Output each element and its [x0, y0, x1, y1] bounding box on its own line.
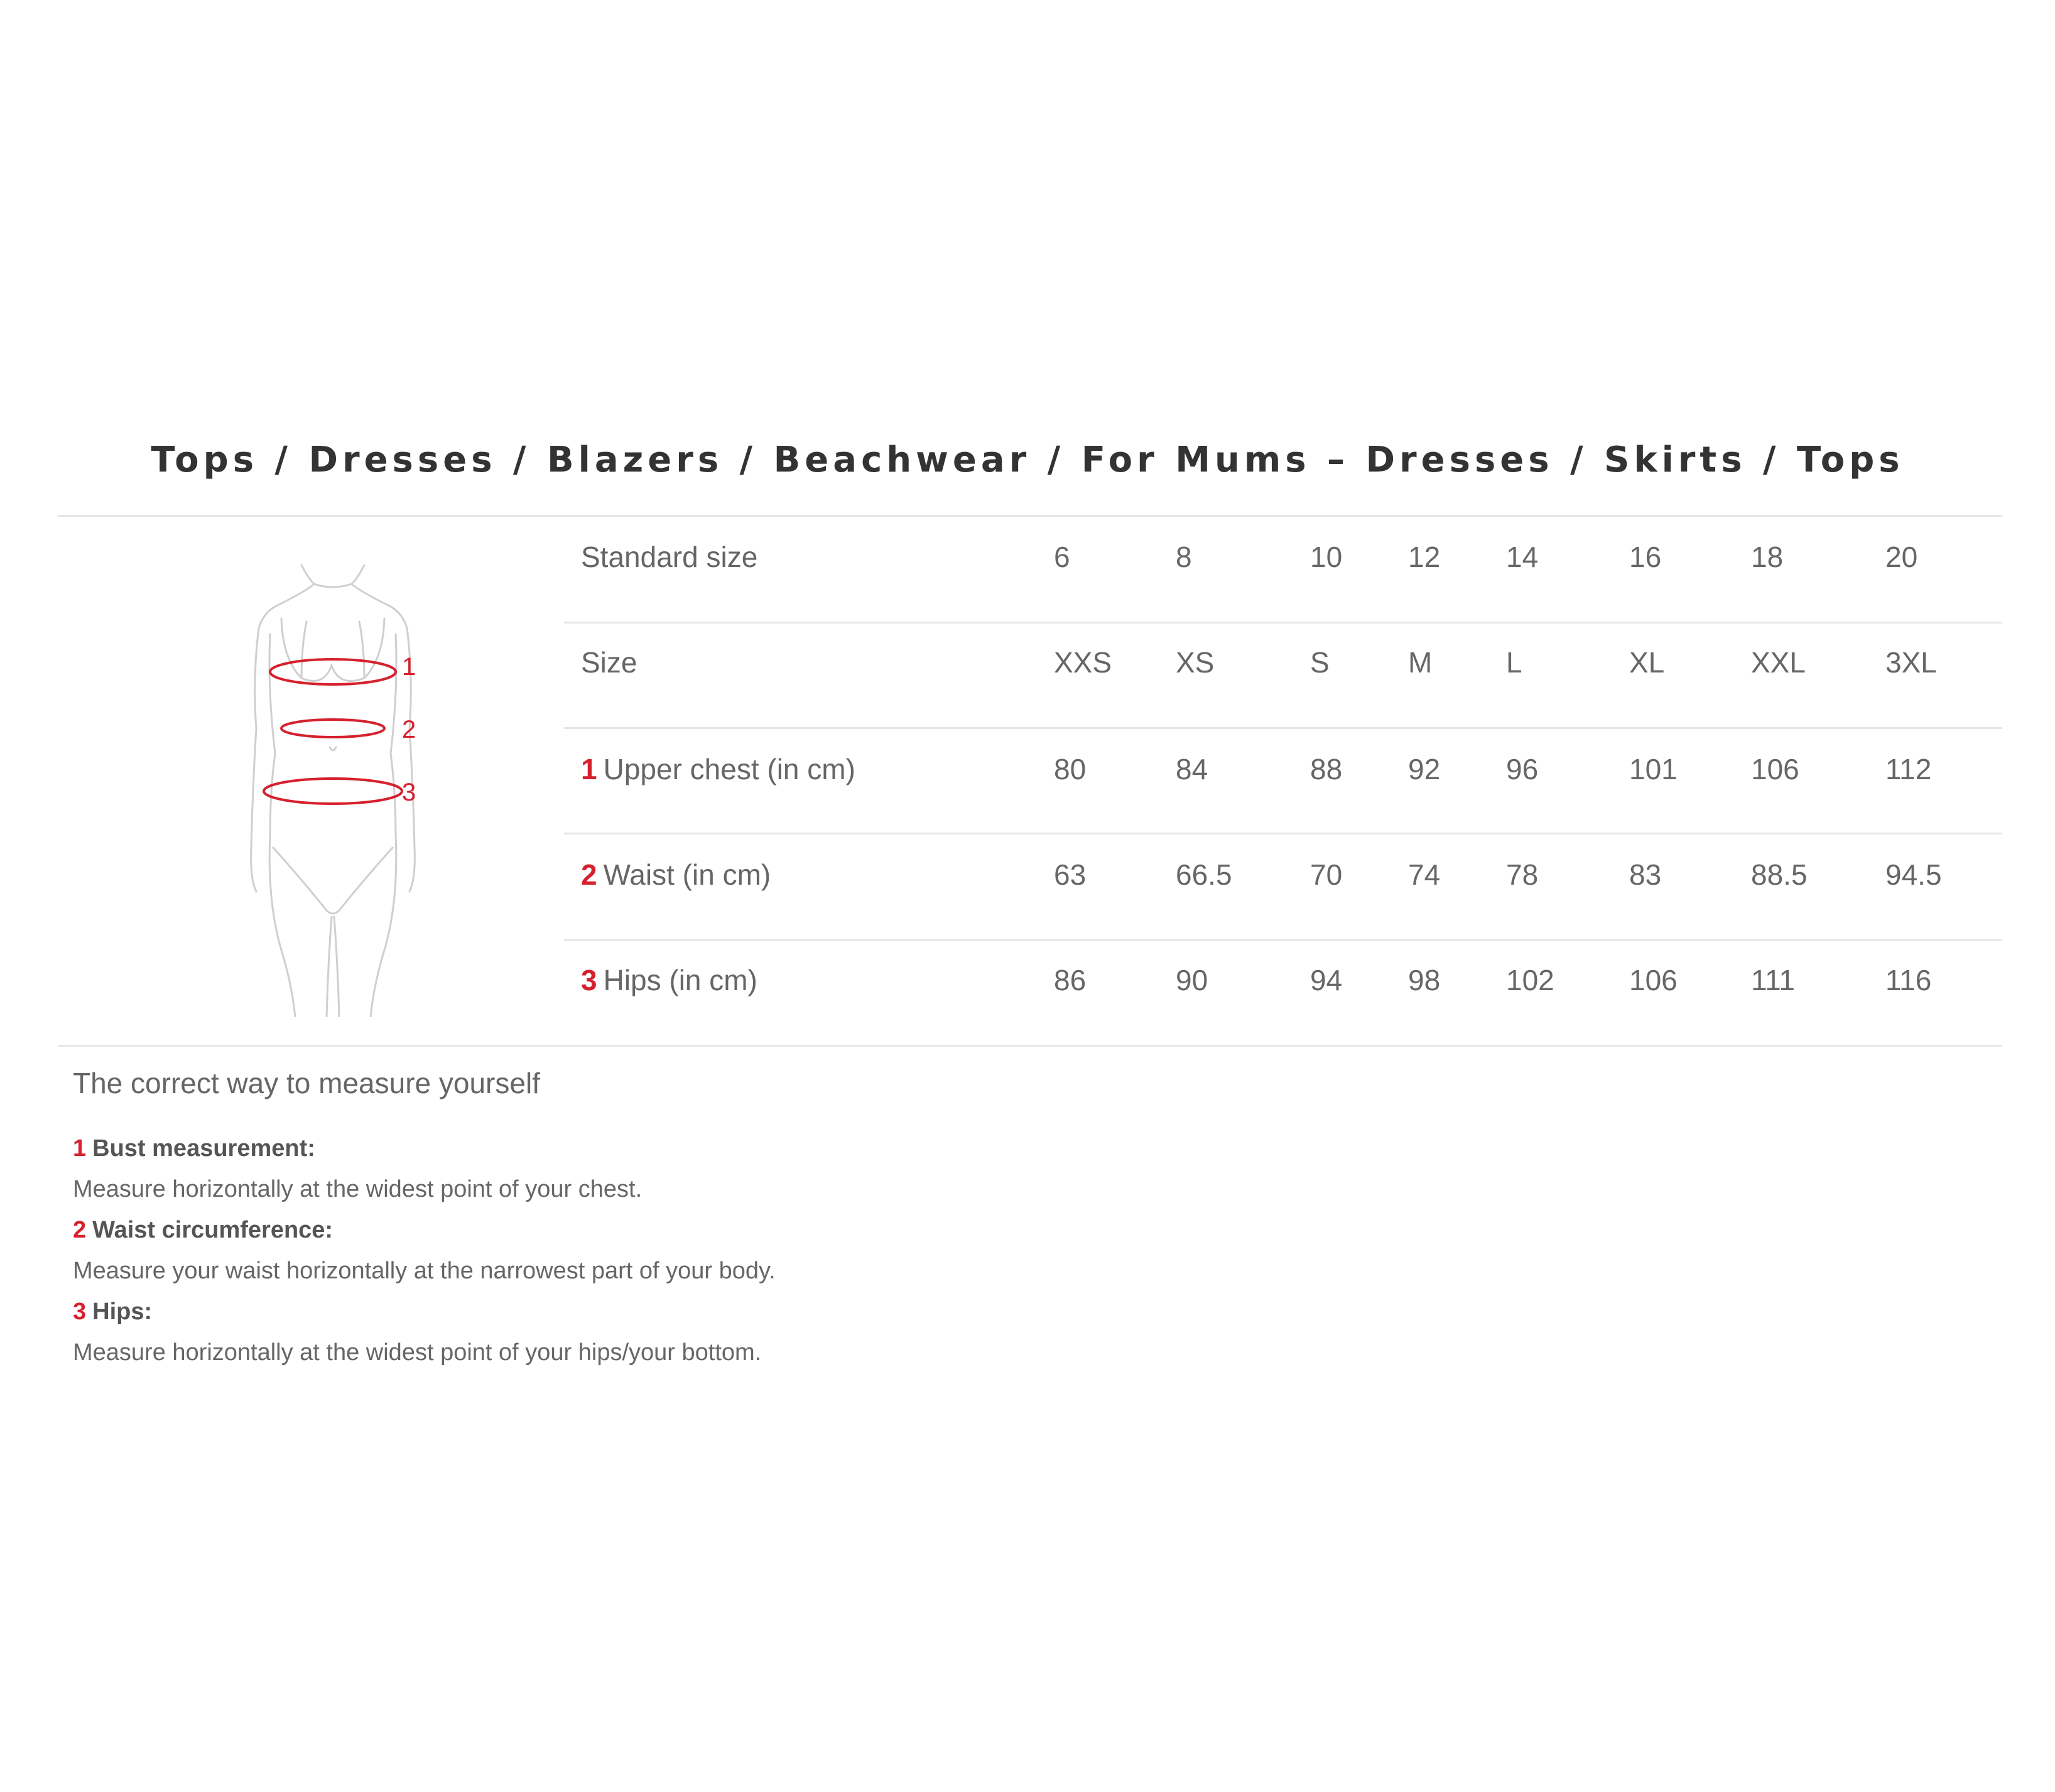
row-number: 2 [581, 858, 597, 891]
table-cell: 94.5 [1885, 858, 1942, 891]
table-cell: 88 [1310, 753, 1343, 785]
table-cell: 101 [1629, 753, 1678, 785]
table-cell: M [1408, 646, 1433, 679]
table-cell: L [1506, 646, 1522, 679]
table-cell: 90 [1176, 964, 1208, 996]
instruction-number: 2 [73, 1216, 87, 1243]
table-cell: 80 [1054, 753, 1087, 785]
table-cell: S [1310, 646, 1330, 679]
table-cell: 3XL [1885, 646, 1937, 679]
table-cell: 106 [1751, 753, 1799, 785]
table-cell: 98 [1408, 964, 1441, 996]
table-cell: 94 [1310, 964, 1343, 996]
table-cell: 10 [1310, 541, 1343, 573]
instruction-number: 3 [73, 1298, 87, 1325]
waist-measure-ring [281, 720, 384, 737]
hips-measure-ring [264, 779, 402, 804]
instruction-waist [73, 1210, 1203, 1292]
bottom-divider [58, 1045, 2002, 1047]
row-number: 1 [581, 753, 597, 785]
table-cell: 92 [1408, 753, 1441, 785]
table-cell: 116 [1885, 964, 1932, 996]
instruction-heading: Hips: [92, 1298, 153, 1325]
table-cell: 70 [1310, 858, 1343, 891]
figure-mark-2: 2 [402, 716, 416, 743]
top-divider [58, 515, 2002, 517]
row-label: Size [581, 646, 637, 679]
table-cell: 20 [1885, 541, 1918, 573]
instruction-text: Measure your waist horizontally at the narrowest part of your body. [73, 1257, 776, 1284]
table-cell: 88.5 [1751, 858, 1808, 891]
row-label: 2 Waist (in cm) [581, 858, 771, 891]
measure-instructions [73, 1067, 1203, 1373]
table-cell: XXL [1751, 646, 1806, 679]
row-divider [564, 833, 2002, 834]
table-cell: XXS [1054, 646, 1112, 679]
table-cell: 74 [1408, 858, 1441, 891]
row-label: 3 Hips (in cm) [581, 964, 757, 996]
table-cell: XL [1629, 646, 1665, 679]
table-cell: XS [1176, 646, 1215, 679]
body-figure-illustration [207, 553, 458, 1017]
table-cell: 111 [1751, 964, 1795, 996]
instruction-number: 1 [73, 1135, 87, 1162]
figure-mark-3: 3 [402, 779, 416, 806]
table-cell: 78 [1506, 858, 1539, 891]
instruction-text: Measure horizontally at the widest point of your hips/your bottom. [73, 1339, 762, 1366]
table-cell: 6 [1054, 541, 1070, 573]
table-cell: 16 [1629, 541, 1662, 573]
chest-measure-ring [270, 659, 396, 684]
instruction-heading: Waist circumference: [92, 1216, 333, 1243]
table-cell: 96 [1506, 753, 1539, 785]
row-label: Standard size [581, 541, 758, 573]
table-cell: 112 [1885, 753, 1932, 785]
table-cell: 84 [1176, 753, 1208, 785]
table-cell: 102 [1506, 964, 1554, 996]
table-cell: 66.5 [1176, 858, 1232, 891]
table-cell: 12 [1408, 541, 1441, 573]
page-title: Tops / Dresses / Blazers / Beachwear / For Mums – Dresses / Skirts / Tops [151, 440, 1904, 480]
table-cell: 83 [1629, 858, 1662, 891]
table-cell: 18 [1751, 541, 1784, 573]
table-cell: 14 [1506, 541, 1539, 573]
table-cell: 106 [1629, 964, 1678, 996]
table-cell: 8 [1176, 541, 1192, 573]
table-cell: 63 [1054, 858, 1087, 891]
instructions-title: The correct way to measure yourself [73, 1067, 540, 1099]
row-label: 1 Upper chest (in cm) [581, 753, 855, 785]
instruction-bust [73, 1128, 1203, 1210]
instruction-heading: Bust measurement: [92, 1135, 315, 1162]
row-divider [564, 727, 2002, 729]
instruction-hips [73, 1292, 1203, 1373]
table-cell: 86 [1054, 964, 1087, 996]
row-divider [564, 939, 2002, 941]
instruction-text: Measure horizontally at the widest point of your chest. [73, 1175, 643, 1202]
row-number: 3 [581, 964, 597, 996]
row-divider [564, 622, 2002, 623]
figure-mark-1: 1 [402, 653, 416, 681]
